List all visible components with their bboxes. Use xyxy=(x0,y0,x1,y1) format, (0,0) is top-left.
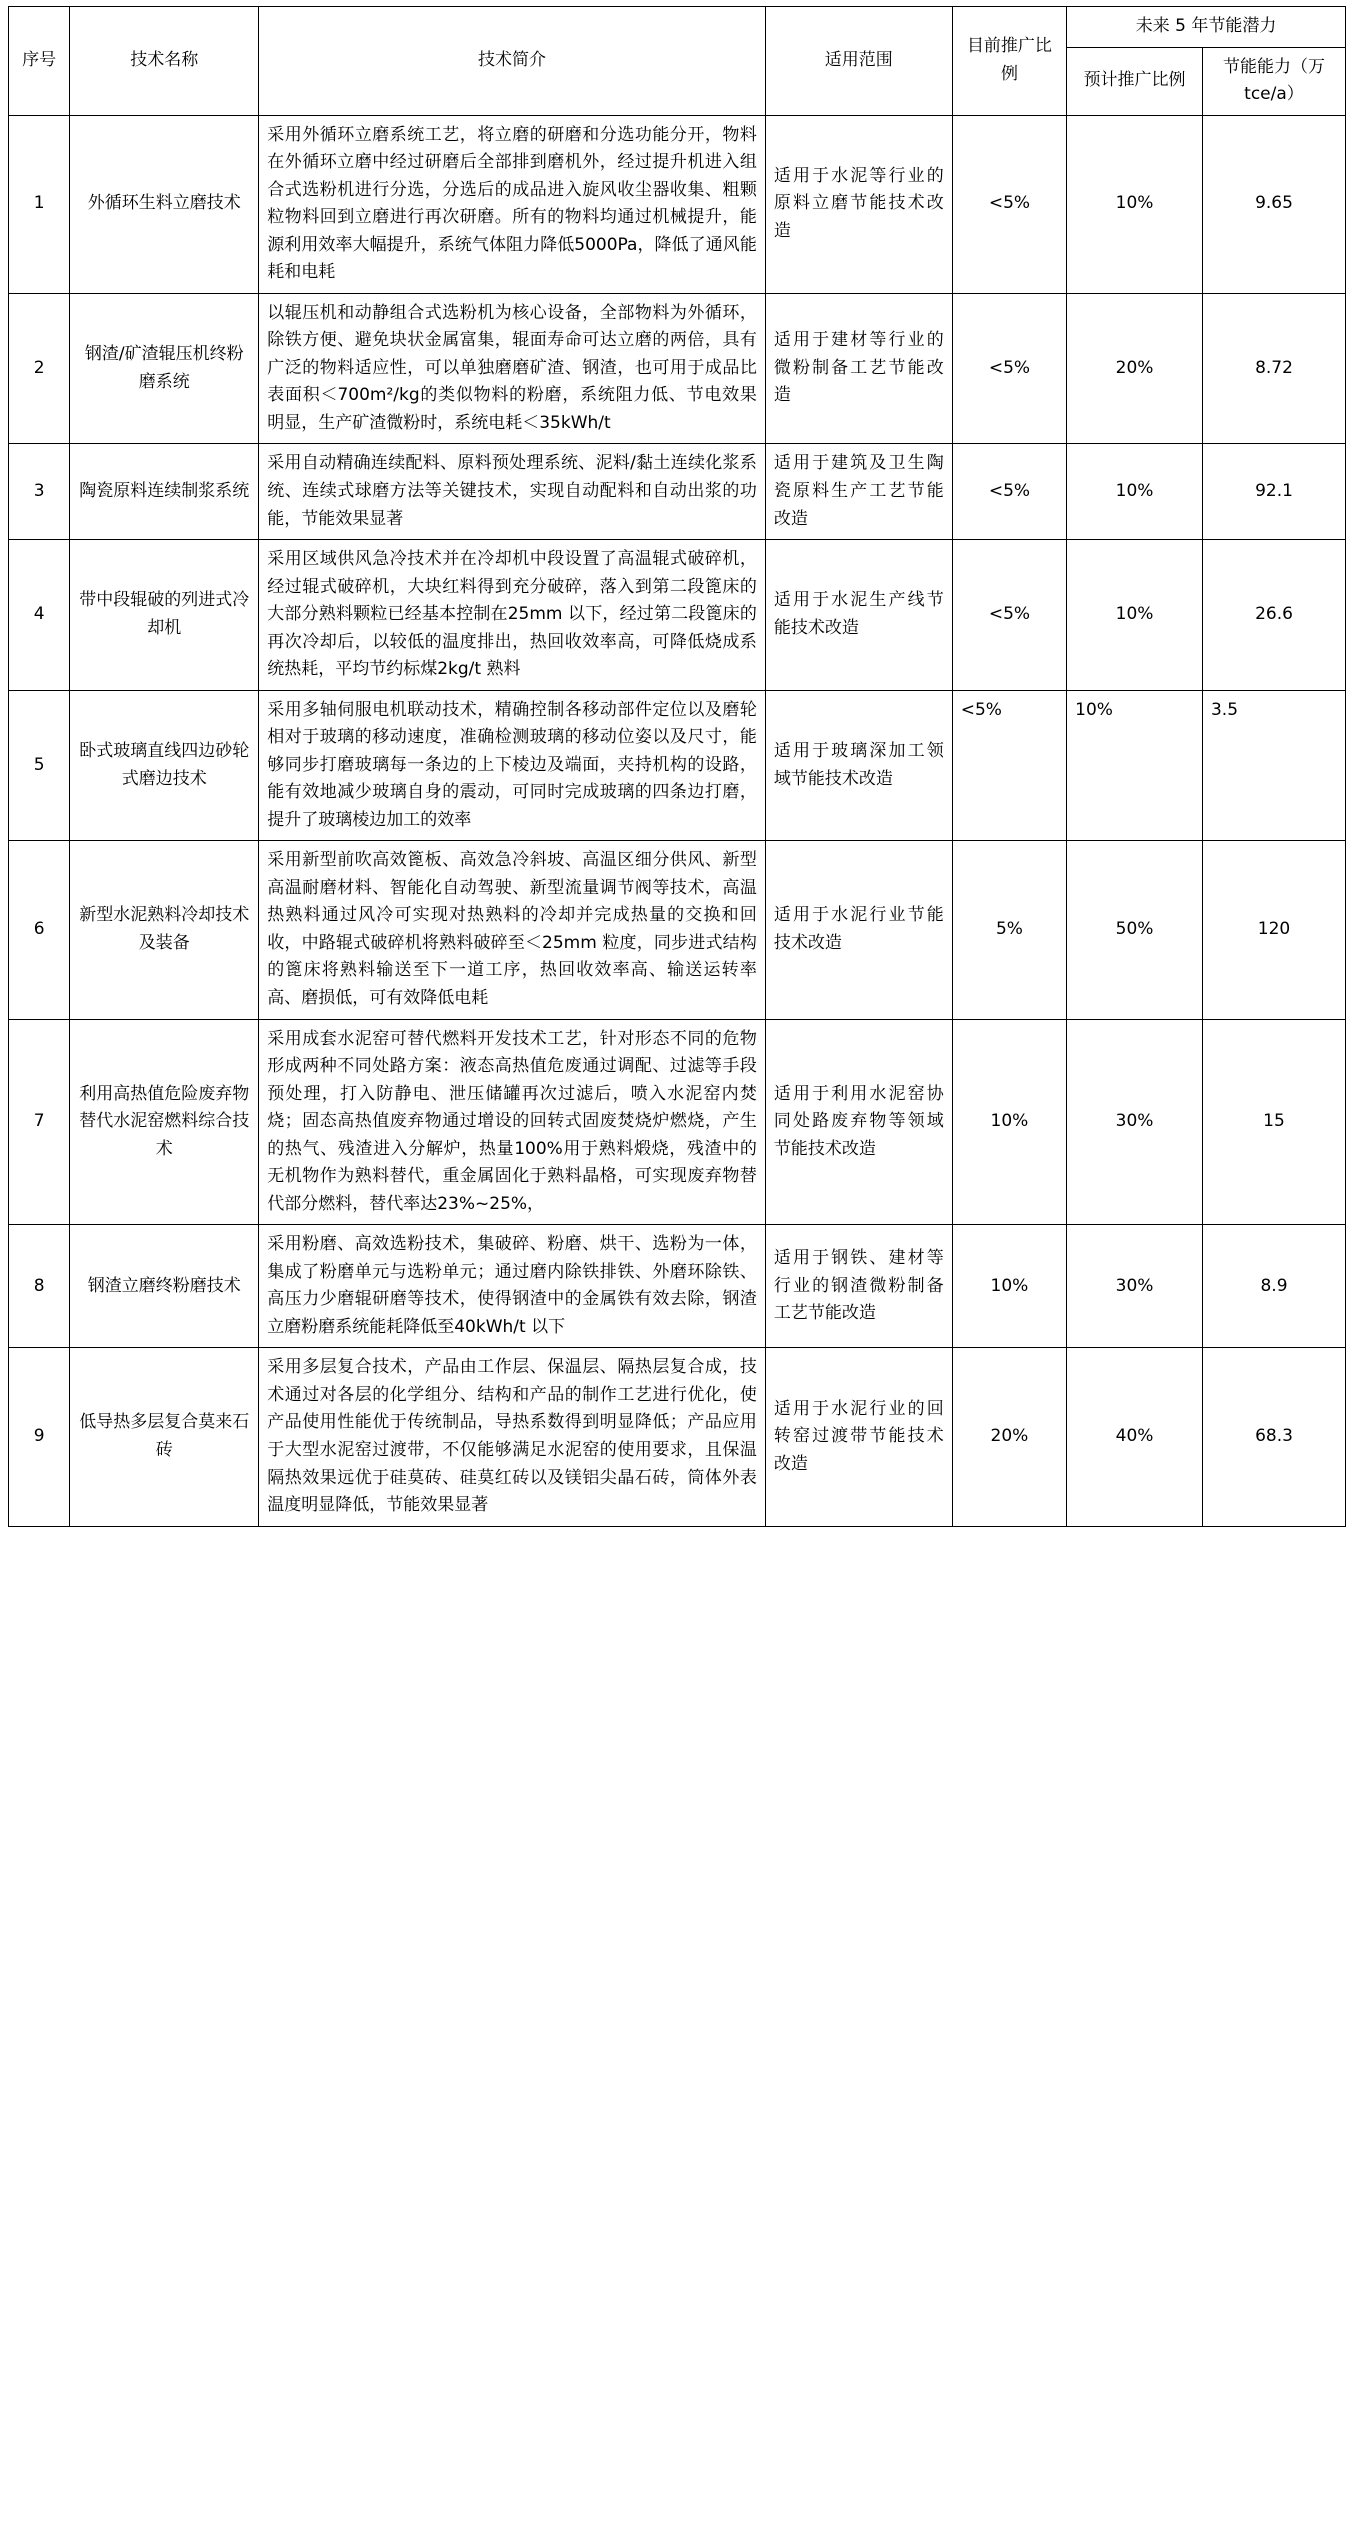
cell-no: 5 xyxy=(9,690,70,841)
cell-no: 9 xyxy=(9,1348,70,1526)
table-body xyxy=(9,115,1346,1526)
cell-current-ratio: 10% xyxy=(952,1225,1066,1348)
cell-save-capacity: 8.72 xyxy=(1202,293,1345,444)
cell-current-ratio: 10% xyxy=(952,1019,1066,1225)
column-header-plan-ratio: 预计推广比例 xyxy=(1067,47,1203,115)
cell-name: 陶瓷原料连续制浆系统 xyxy=(70,444,259,540)
cell-scope: 适用于水泥生产线节能技术改造 xyxy=(765,540,952,691)
cell-save-capacity: 120 xyxy=(1202,841,1345,1019)
cell-name: 带中段辊破的列进式冷却机 xyxy=(70,540,259,691)
column-header-no: 序号 xyxy=(9,7,70,116)
cell-name: 钢渣立磨终粉磨技术 xyxy=(70,1225,259,1348)
cell-desc: 采用多层复合技术，产品由工作层、保温层、隔热层复合成，技术通过对各层的化学组分、结构和产品的制作工艺进行优化，使产品使用性能优于传统制品，导热系数得到明显降低；产品应用于大型水泥窑过渡带，不仅能够满足水泥窑的使用要求，且保温隔热效果远优于硅莫砖、硅莫红砖以及镁铝尖晶石砖，筒体外表温度明显降低，节能效果显著 xyxy=(259,1348,766,1526)
cell-name: 新型水泥熟料冷却技术及装备 xyxy=(70,841,259,1019)
cell-desc: 采用多轴伺服电机联动技术，精确控制各移动部件定位以及磨轮相对于玻璃的移动速度，准确检测玻璃的移动位姿以及尺寸，能够同步打磨玻璃每一条边的上下棱边及端面，夹持机构的设路，能有效地减少玻璃自身的震动，可同时完成玻璃的四条边打磨，提升了玻璃棱边加工的效率 xyxy=(259,690,766,841)
cell-name: 卧式玻璃直线四边砂轮式磨边技术 xyxy=(70,690,259,841)
column-header-current-ratio: 目前推广比例 xyxy=(952,7,1066,116)
cell-no: 1 xyxy=(9,115,70,293)
cell-no: 7 xyxy=(9,1019,70,1225)
cell-plan-ratio: 50% xyxy=(1067,841,1203,1019)
table-row xyxy=(9,1348,1346,1526)
header-row-1 xyxy=(9,7,1346,48)
cell-current-ratio: <5% xyxy=(952,540,1066,691)
cell-desc: 采用粉磨、高效选粉技术，集破碎、粉磨、烘干、选粉为一体，集成了粉磨单元与选粉单元；通过磨内除铁排铁、外磨环除铁、高压力少磨辊研磨等技术，使得钢渣中的金属铁有效去除，钢渣立磨粉磨系统能耗降低至40kWh/t 以下 xyxy=(259,1225,766,1348)
cell-desc: 采用外循环立磨系统工艺，将立磨的研磨和分选功能分开，物料在外循环立磨中经过研磨后全部排到磨机外，经过提升机进入组合式选粉机进行分选，分选后的成品进入旋风收尘器收集、粗颗粒物料回到立磨进行再次研磨。所有的物料均通过机械提升，能源利用效率大幅提升，系统气体阻力降低5000Pa，降低了通风能耗和电耗 xyxy=(259,115,766,293)
table-row xyxy=(9,1019,1346,1225)
cell-plan-ratio: 40% xyxy=(1067,1348,1203,1526)
table-row xyxy=(9,841,1346,1019)
column-header-desc: 技术简介 xyxy=(259,7,766,116)
cell-scope: 适用于玻璃深加工领域节能技术改造 xyxy=(765,690,952,841)
cell-no: 3 xyxy=(9,444,70,540)
cell-save-capacity: 3.5 xyxy=(1202,690,1345,841)
cell-no: 2 xyxy=(9,293,70,444)
cell-current-ratio: 5% xyxy=(952,841,1066,1019)
cell-no: 8 xyxy=(9,1225,70,1348)
table-row xyxy=(9,540,1346,691)
cell-plan-ratio: 10% xyxy=(1067,690,1203,841)
cell-save-capacity: 26.6 xyxy=(1202,540,1345,691)
cell-desc: 采用新型前吹高效篦板、高效急冷斜坡、高温区细分供风、新型高温耐磨材料、智能化自动驾驶、新型流量调节阀等技术，高温热熟料通过风冷可实现对热熟料的冷却并完成热量的交换和回收，中路辊式破碎机将熟料破碎至＜25mm 粒度，同步进式结构的篦床将熟料输送至下一道工序，热回收效率高、输送运转率高、磨损低，可有效降低电耗 xyxy=(259,841,766,1019)
column-header-future-potential: 未来 5 年节能潜力 xyxy=(1067,7,1346,48)
cell-no: 4 xyxy=(9,540,70,691)
cell-plan-ratio: 30% xyxy=(1067,1019,1203,1225)
table-row xyxy=(9,690,1346,841)
cell-save-capacity: 9.65 xyxy=(1202,115,1345,293)
cell-desc: 采用自动精确连续配料、原料预处理系统、泥料/黏土连续化浆系统、连续式球磨方法等关键技术，实现自动配料和自动出浆的功能，节能效果显著 xyxy=(259,444,766,540)
table-row xyxy=(9,1225,1346,1348)
cell-desc: 采用区域供风急冷技术并在冷却机中段设置了高温辊式破碎机，经过辊式破碎机，大块红料得到充分破碎，落入到第二段篦床的大部分熟料颗粒已经基本控制在25mm 以下，经过第二段篦床的再次冷却后，以较低的温度排出，热回收效率高，可降低烧成系统热耗，平均节约标煤2kg/t 熟料 xyxy=(259,540,766,691)
cell-current-ratio: <5% xyxy=(952,293,1066,444)
cell-plan-ratio: 30% xyxy=(1067,1225,1203,1348)
cell-save-capacity: 8.9 xyxy=(1202,1225,1345,1348)
cell-plan-ratio: 10% xyxy=(1067,444,1203,540)
table-row xyxy=(9,115,1346,293)
cell-save-capacity: 15 xyxy=(1202,1019,1345,1225)
cell-name: 钢渣/矿渣辊压机终粉磨系统 xyxy=(70,293,259,444)
table-row xyxy=(9,444,1346,540)
cell-current-ratio: <5% xyxy=(952,690,1066,841)
table-header xyxy=(9,7,1346,116)
cell-no: 6 xyxy=(9,841,70,1019)
cell-scope: 适用于水泥行业的回转窑过渡带节能技术改造 xyxy=(765,1348,952,1526)
column-header-save-capacity: 节能能力（万 tce/a） xyxy=(1202,47,1345,115)
column-header-name: 技术名称 xyxy=(70,7,259,116)
cell-desc: 采用成套水泥窑可替代燃料开发技术工艺，针对形态不同的危物形成两种不同处路方案：液态高热值危废通过调配、过滤等手段预处理，打入防静电、泄压储罐再次过滤后，喷入水泥窑内焚烧；固态高热值废弃物通过增设的回转式固废焚烧炉燃烧，产生的热气、残渣进入分解炉，热量100%用于熟料煅烧，残渣中的无机物作为熟料替代，重金属固化于熟料晶格，可实现废弃物替代部分燃料，替代率达23%~25%， xyxy=(259,1019,766,1225)
cell-current-ratio: 20% xyxy=(952,1348,1066,1526)
column-header-scope: 适用范围 xyxy=(765,7,952,116)
cell-desc: 以辊压机和动静组合式选粉机为核心设备，全部物料为外循环，除铁方便、避免块状金属富集，辊面寿命可达立磨的两倍，具有广泛的物料适应性，可以单独磨磨矿渣、钢渣，也可用于成品比表面积＜700m²/kg的类似物料的粉磨，系统阻力低、节电效果明显，生产矿渣微粉时，系统电耗＜35kWh/t xyxy=(259,293,766,444)
cell-scope: 适用于钢铁、建材等行业的钢渣微粉制备工艺节能改造 xyxy=(765,1225,952,1348)
cell-name: 利用高热值危险废弃物替代水泥窑燃料综合技术 xyxy=(70,1019,259,1225)
cell-scope: 适用于水泥行业节能技术改造 xyxy=(765,841,952,1019)
technology-catalog-table xyxy=(8,6,1346,1527)
cell-name: 低导热多层复合莫来石砖 xyxy=(70,1348,259,1526)
table-row xyxy=(9,293,1346,444)
cell-save-capacity: 68.3 xyxy=(1202,1348,1345,1526)
cell-current-ratio: <5% xyxy=(952,444,1066,540)
cell-plan-ratio: 10% xyxy=(1067,115,1203,293)
cell-scope: 适用于建材等行业的微粉制备工艺节能改造 xyxy=(765,293,952,444)
cell-scope: 适用于水泥等行业的原料立磨节能技术改造 xyxy=(765,115,952,293)
cell-scope: 适用于建筑及卫生陶瓷原料生产工艺节能改造 xyxy=(765,444,952,540)
cell-plan-ratio: 20% xyxy=(1067,293,1203,444)
cell-plan-ratio: 10% xyxy=(1067,540,1203,691)
cell-save-capacity: 92.1 xyxy=(1202,444,1345,540)
cell-name: 外循环生料立磨技术 xyxy=(70,115,259,293)
cell-current-ratio: <5% xyxy=(952,115,1066,293)
cell-scope: 适用于利用水泥窑协同处路废弃物等领域节能技术改造 xyxy=(765,1019,952,1225)
